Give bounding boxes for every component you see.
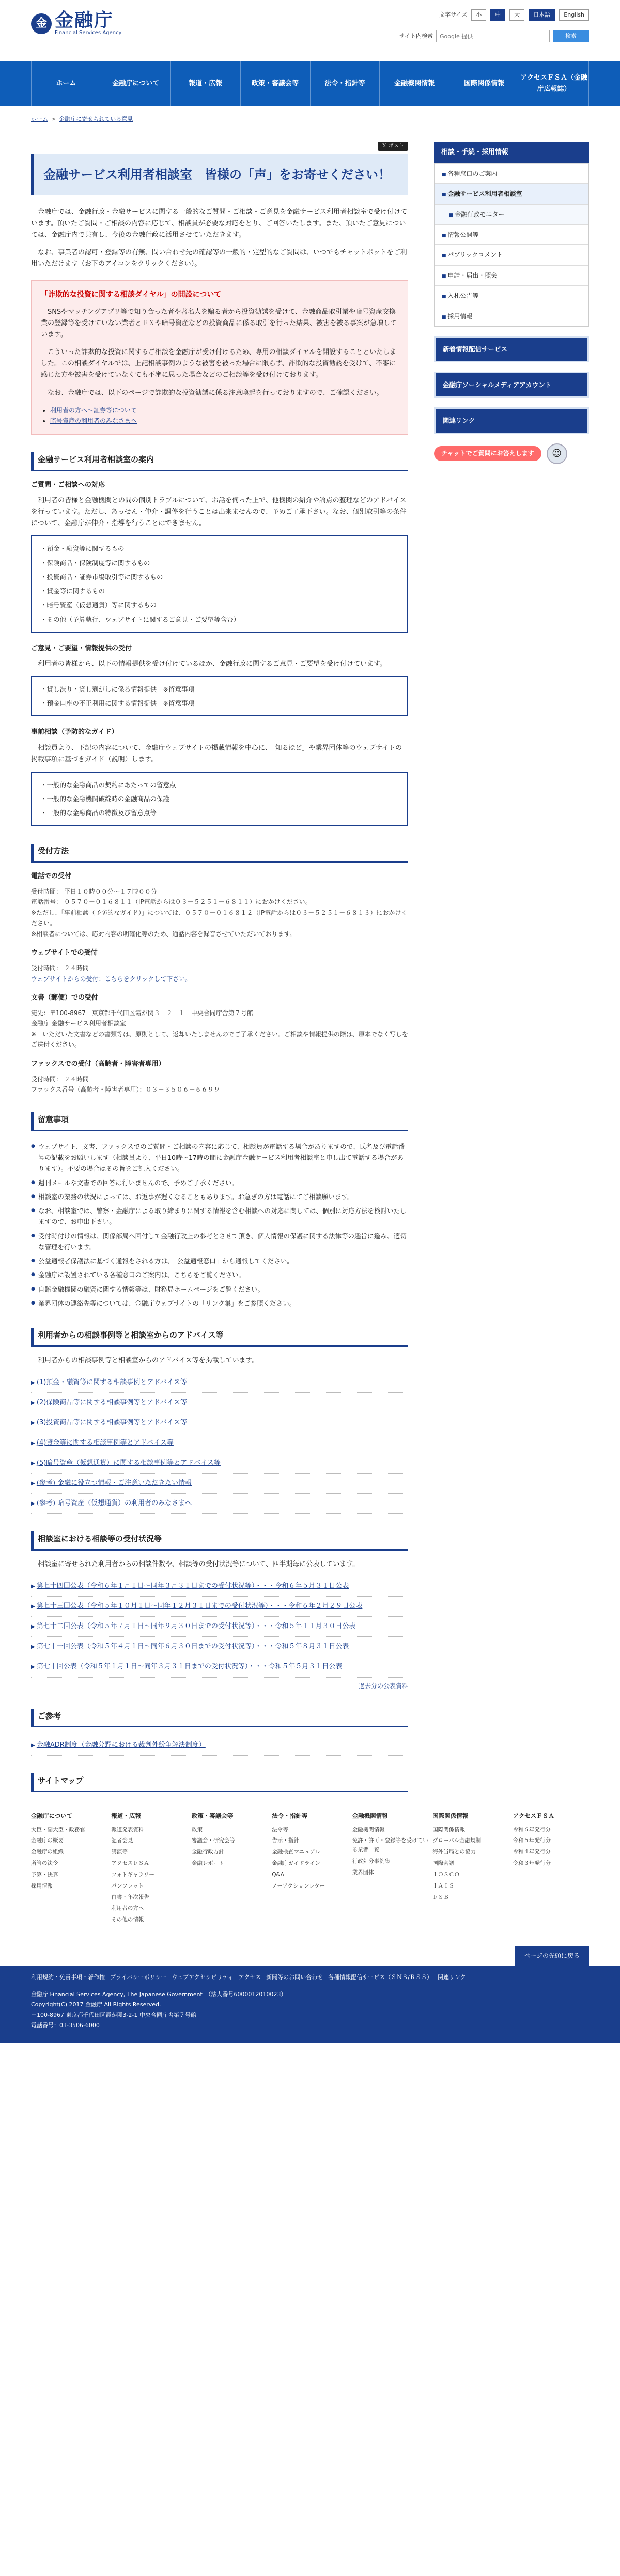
notes-list [31, 1140, 408, 1310]
site-footer [0, 1966, 620, 2043]
sitemap-column [111, 1811, 187, 1926]
breadcrumb [31, 106, 589, 125]
reference-link-list [31, 1736, 408, 1756]
sitemap-link[interactable]: ＩＯＳＣＯ [432, 1871, 460, 1878]
fraud-dial-text-2: こういった詐欺的な投資に関するご相談を金融庁が受け付けるため、専用の相談ダイヤルを開設することといたしました。この相談ダイヤルでは、上記相談事例のような被害を被った場合に限らず、詐欺的な投資勧誘を受けて、不審に感じた方や被害を受けていなくても不審に思った場合などのご相談等を受け付けております。 [41, 348, 397, 379]
phone-note-2: ※相談者については、応対内容の明確化等のため、通話内容を録音させていただいております。 [31, 930, 296, 938]
font-medium-button[interactable]: 中 [490, 9, 505, 21]
list-item: ・ 預金・融資等に関するもの [40, 542, 399, 556]
x-post-button[interactable]: Ｘ ポスト [378, 142, 408, 151]
lang-en-button[interactable]: English [559, 9, 589, 21]
fraud-dial-text-3: なお、金融庁では、以下のページで詐欺的な投資勧誘に係る注意喚起を行っておりますので、ご確認ください。 [48, 389, 383, 397]
list-item[interactable]: ● 自賠金融機関の融資に関する情報等は、財務局ホームページをご覧ください。 [31, 1282, 408, 1296]
sitemap-link[interactable]: 大臣・副大臣・政務官 [31, 1826, 85, 1833]
logo-name: 金融庁 [55, 10, 114, 31]
list-item: ● 受付時付けの情報は、関係部局へ回付して金融行政上の参考とさせて頂き、個人情報の保護に関する法律等の趣旨に鑑み、適切な管理を行います。 [31, 1229, 408, 1254]
mail-heading: 文書（郵便）での受付 [31, 993, 99, 1002]
list-item[interactable]: ● 公益通報者保護法に基づく通報をされる方は、「公益通報窓口」から通報してください。 [31, 1254, 408, 1268]
list-item: ・ 一般的な金融商品の契約にあたっての留意点 [40, 778, 399, 792]
sitemap-link[interactable]: 業界団体 [352, 1869, 374, 1876]
list-item: ・ 一般的な金融商品の特徴及び留意点等 [40, 806, 399, 820]
mail-recipient: 金融庁 金融サービス利用者相談室 [31, 1020, 126, 1028]
sidebar-item-public-comment[interactable]: ■ パブリックコメント [435, 244, 588, 265]
sitemap-link[interactable]: 予算・決算 [31, 1871, 58, 1878]
sitemap-link[interactable]: 政策 [191, 1826, 203, 1833]
fraud-link-crypto[interactable]: 暗号資産の利用者のみなさまへ [50, 417, 137, 424]
list-item: ● 週刊メールや文書での回答は行いませんので、予めご了承ください。 [31, 1176, 408, 1190]
footer-link[interactable]: 関連リンク [437, 1973, 466, 1981]
sitemap-link[interactable]: 行政処分事例集 [352, 1858, 391, 1865]
breadcrumb-home[interactable]: ホーム [31, 116, 48, 122]
sitemap-link[interactable]: 令和３年発行分 [513, 1860, 551, 1867]
mail-address: 宛先：〒100-8967 東京都千代田区霞が関３－２－１ 中央合同庁舎第７号館 [31, 1009, 253, 1017]
guide-heading: 事前相談（予防的なガイド） [31, 728, 118, 737]
list-item[interactable]: ・ 貸し渋り・貸し剥がしに係る情報提供 ※留意事項 [40, 682, 399, 696]
sitemap-link[interactable]: 利用者の方へ [111, 1905, 144, 1912]
sitemap-link[interactable]: 免許・許可・登録等を受けている業者一覧 [352, 1837, 428, 1853]
search-input[interactable] [436, 30, 550, 42]
section-guide-title: 金融サービス利用者相談室の案内 [31, 452, 408, 471]
cases-link[interactable]: (5)暗号資産（仮想通貨）に関する相談事例等とアドバイス等 [36, 1459, 221, 1467]
sitemap-link[interactable]: グローバル金融規制 [432, 1837, 482, 1844]
sitemap-link[interactable]: ノーアクションレター [272, 1882, 326, 1889]
section-reception-title: 受付方法 [31, 844, 408, 863]
web-form-link[interactable]: ウェブサイトからの受付：こちらをクリックして下さい。 [31, 975, 192, 983]
new-info-button[interactable]: 新着情報配信サービス [434, 336, 589, 362]
intro-paragraph-1: 金融庁では、金融行政・金融サービスに関する一般的なご質問・ご相談・ご意見を金融サービス利用者相談室で受け付けています。頂いたご質問・ご相談の内容に応じて、相談員が必要な対応をとり、ご回答いたします。また、頂いたご意見については、金融庁内で共有し、今後の金融行政に活用させていただきます。 [31, 208, 408, 239]
sitemap-heading[interactable]: 金融機関情報 [352, 1812, 388, 1819]
nav-press[interactable]: 報道・広報 [171, 61, 240, 106]
sitemap-link[interactable]: フォトギャラリー [111, 1871, 154, 1878]
sitemap-column [513, 1811, 589, 1926]
list-item: ・ その他（予算執行、ウェブサイトに関するご意見・ご要望等含む） [40, 612, 399, 626]
sitemap-heading[interactable]: 政策・審議会等 [191, 1812, 234, 1819]
fax-heading: ファックスでの受付（高齢者・障害者専用） [31, 1060, 165, 1068]
sidebar-item-monitor[interactable]: ■ 金融行政モニター [435, 204, 588, 224]
list-item: ・ 暗号資産（仮想通貨）等に関するもの [40, 598, 399, 612]
sitemap-link[interactable]: 令和４年発行分 [513, 1849, 551, 1856]
sitemap-link[interactable]: 所管の法令 [31, 1860, 58, 1867]
sitemap-link[interactable]: 報道発表資料 [111, 1826, 144, 1833]
page-top-area [31, 1946, 589, 1965]
status-archive-link[interactable]: 過去分の公表資料 [358, 1682, 408, 1690]
site-header [0, 0, 620, 61]
sidebar-item-consultation[interactable]: ■ 金融サービス利用者相談室 [435, 183, 588, 204]
sitemap-link[interactable]: 国際関係情報 [432, 1826, 466, 1833]
sitemap-link[interactable]: 採用情報 [31, 1882, 53, 1889]
sidebar-menu [434, 163, 589, 327]
footer-tel: 電話番号：03-3506-6000 [31, 2021, 100, 2029]
sitemap-link[interactable]: 令和６年発行分 [513, 1826, 551, 1833]
sitemap-link[interactable]: 金融機関情報 [352, 1826, 385, 1833]
sitemap-link[interactable]: 白書・年次報告 [111, 1894, 149, 1900]
fraud-link-securities[interactable]: 利用者の方へ～証券等について [50, 406, 137, 414]
main-content [31, 142, 408, 1801]
cases-link[interactable]: (2)保険商品等に関する相談事例等とアドバイス等 [36, 1398, 187, 1406]
status-intro: 相談室に寄せられた利用者からの相談件数や、相談等の受付状況等について、四半期毎に公表しています。 [38, 1560, 360, 1568]
sitemap-link[interactable]: 金融行政方針 [191, 1849, 224, 1856]
nav-international[interactable]: 国際関係情報 [449, 61, 519, 106]
status-link[interactable]: 第七十回公表（令和５年１月１日～同年３月３１日までの受付状況等）・・・令和５年５月３１日公表 [36, 1663, 343, 1671]
cases-link[interactable]: (1)預金・融資等に関する相談事例とアドバイス等 [36, 1378, 187, 1386]
sitemap-link[interactable]: 審議会・研究会等 [191, 1837, 235, 1844]
site-search [399, 30, 589, 42]
sitemap-link[interactable]: アクセスＦＳＡ [111, 1860, 149, 1867]
question-category-list [31, 535, 408, 633]
guide-list [31, 772, 408, 826]
section-cases-title: 利用者からの相談事例等と相談室からのアドバイス等 [31, 1328, 408, 1347]
sitemap-heading[interactable]: 法令・指針等 [272, 1812, 308, 1819]
sitemap-link[interactable]: パンフレット [111, 1882, 144, 1889]
section-notes-title: 留意事項 [31, 1112, 408, 1131]
list-item: ● ウェブサイト、文書、ファックスでのご質問・ご相談の内容に応じて、相談員が電話する場合がありますので、氏名及び電話番号の記載をお願いします（相談員より、平日10時～17時の間に金融庁金融サービス利用者相談室と申し出て電話する場合があります）。不要の場合はその旨をご記入ください。 [31, 1140, 408, 1176]
footer-link[interactable]: 各種情報配信サービス（ＳＮＳ/ＲＳＳ） [328, 1973, 432, 1981]
nav-about[interactable]: 金融庁について [101, 61, 171, 106]
sitemap-column [31, 1811, 107, 1926]
lang-ja-button[interactable]: 日本語 [529, 9, 555, 21]
sitemap-heading[interactable]: アクセスＦＳＡ [513, 1812, 554, 1819]
sitemap-link[interactable]: Q&A [272, 1871, 284, 1878]
cases-link[interactable]: (参考) 暗号資産（仮想通貨）の利用者のみなさまへ [36, 1499, 192, 1508]
status-link[interactable]: 第七十四回公表（令和６年１月１日～同年３月３１日までの受付状況等）・・・令和６年５月３１日公表 [36, 1582, 349, 1590]
chatbot-launcher[interactable] [434, 443, 589, 464]
status-link-list [31, 1576, 408, 1677]
sitemap-link[interactable]: 金融庁の組織 [31, 1849, 64, 1856]
adr-link[interactable]: 金融ADR制度（金融分野における裁判外紛争解決制度） [36, 1741, 206, 1750]
list-item[interactable]: ・ 預金口座の不正利用に関する情報提供 ※留意事項 [40, 696, 399, 710]
sitemap-link[interactable]: 法令等 [272, 1826, 288, 1833]
footer-links [31, 1973, 589, 1983]
nav-law[interactable]: 法令・指針等 [310, 61, 380, 106]
sitemap-link[interactable]: その他の情報 [111, 1916, 144, 1923]
sidebar-item-recruit[interactable]: ■ 採用情報 [435, 306, 588, 326]
search-button[interactable]: 検索 [553, 30, 589, 42]
sitemap-link[interactable]: 金融レポート [191, 1860, 224, 1867]
sitemap-heading[interactable]: 国際関係情報 [432, 1812, 469, 1819]
sidebar-item-disclosure[interactable]: ■ 情報公開等 [435, 224, 588, 244]
breadcrumb-current[interactable]: 金融庁に寄せられている意見 [59, 116, 133, 122]
sitemap-heading[interactable]: 報道・広報 [111, 1812, 141, 1819]
search-label: サイト内検索 [399, 32, 433, 39]
list-item: ・ 保険商品・保険制度等に関するもの [40, 556, 399, 570]
footer-address: 〒100-8967 東京都千代田区霞が関3-2-1 中央合同庁舎第７号館 [31, 2011, 196, 2018]
sitemap-link[interactable]: ＦＳＢ [432, 1894, 449, 1900]
font-size-label: 文字サイズ [439, 11, 468, 18]
sitemap-title: サイトマップ [31, 1773, 408, 1792]
sitemap-column [432, 1811, 508, 1926]
utility-bar [439, 9, 589, 21]
guide-text: 相談員より、下記の内容について、金融庁ウェブサイトの掲載情報を中心に、「知るほど」や業界団体等のウェブサイトの掲載事項に基づきガイド（説明）します。 [31, 744, 402, 763]
page-title: 金融サービス利用者相談室 皆様の「声」をお寄せください！ [31, 154, 408, 195]
fax-hours: 受付時間： ２４時間 [31, 1075, 89, 1083]
section-status-title: 相談室における相談等の受付状況等 [31, 1531, 408, 1551]
footer-link[interactable]: プライバシーポリシー [110, 1973, 167, 1981]
list-item: ・ 一般的な金融機関破綻時の金融商品の保護 [40, 792, 399, 806]
opinion-heading: ご意見・ご要望・情報提供の受付 [31, 644, 132, 652]
sidebar-heading[interactable]: 相談・手続・採用情報 [434, 142, 589, 163]
phone-heading: 電話での受付 [31, 872, 72, 880]
sitemap-link[interactable]: 記者会見 [111, 1837, 133, 1844]
list-item[interactable]: ● 金融庁に設置されている各種窓口のご案内は、こちらをご覧ください。 [31, 1268, 408, 1282]
sitemap-column [352, 1811, 428, 1926]
fraud-dial-title: 「詐欺的な投資に関する相談ダイヤル」の開設について [41, 290, 222, 299]
sitemap-link[interactable]: 講演等 [111, 1849, 128, 1856]
sidebar-item-windows[interactable]: ■ 各種窓口のご案内 [435, 163, 588, 183]
nav-access-fsa[interactable]: アクセスＦＳＡ（金融庁広報誌） [519, 61, 589, 106]
footer-link[interactable]: 新聞等のお問い合わせ [266, 1973, 323, 1981]
sitemap-link[interactable]: 海外当局との協力 [432, 1849, 476, 1856]
status-link[interactable]: 第七十三回公表（令和５年１０月１日～同年１２月３１日までの受付状況等）・・・令和６年２月２９日公表 [36, 1602, 363, 1611]
related-links-button[interactable]: 関連リンク [434, 407, 589, 434]
sitemap-link[interactable]: 告示・指針 [272, 1837, 299, 1844]
sitemap-link[interactable]: ＩＡＩＳ [432, 1882, 455, 1889]
fax-number: ファックス番号（高齢者・障害者専用）：０３－３５０６－６６９９ [31, 1086, 220, 1094]
sitemap-link[interactable]: 金融庁ガイドライン [272, 1860, 321, 1867]
web-hours: 受付時間： ２４時間 [31, 964, 89, 972]
phone-note-1: ※ただし、「事前相談（予防的なガイド）」については、０５７０－０１６８１２（IP電話からは０３－５２５１－６８１３）におかけください。 [31, 909, 408, 927]
mail-note: ※ いただいた文書などの書類等は、原則として、返却いたしませんのでご了承ください。ご相談や情報提供の際は、原本でなく写しをご送付ください。 [31, 1030, 408, 1049]
logo-sub: Financial Services Agency [55, 30, 122, 36]
nav-home[interactable]: ホーム [31, 61, 101, 106]
sitemap-link[interactable]: 令和５年発行分 [513, 1837, 551, 1844]
logo-mark: 金 [31, 13, 52, 34]
global-nav [0, 61, 620, 106]
fraud-dial-notice [31, 280, 408, 435]
question-heading: ご質問・ご相談への対応 [31, 481, 105, 489]
list-item: ● なお、相談室では、警察・金融庁による取り締まりに関する情報を含む相談への対応に関しては、個別に対応方法を検討いたしますので、お申出下さい。 [31, 1204, 408, 1229]
cases-link[interactable]: (3)投資商品等に関する相談事例等とアドバイス等 [36, 1418, 187, 1427]
cases-link[interactable]: (参考) 金融に役立つ情報・ご注意いただきたい情報 [36, 1479, 192, 1488]
social-media-button[interactable]: 金融庁ソーシャルメディアアカウント [434, 372, 589, 398]
chatbot-bubble[interactable]: チャットでご質問にお答えします [434, 446, 541, 461]
font-large-button[interactable]: 大 [509, 9, 524, 21]
sidebar-item-tender[interactable]: ■ 入札公告等 [435, 285, 588, 305]
status-link[interactable]: 第七十二回公表（令和５年７月１日～同年９月３０日までの受付状況等）・・・令和５年１１月３０日公表 [36, 1622, 356, 1631]
list-item: ・ 投資商品・証券市場取引等に関するもの [40, 570, 399, 584]
cases-link[interactable]: (4)貸金等に関する相談事例等とアドバイス等 [36, 1439, 174, 1447]
web-heading: ウェブサイトでの受付 [31, 949, 98, 957]
opinion-text: 利用者の皆様から、以下の情報提供を受け付けているほか、金融行政に関するご意見・ご要望を受け付けています。 [38, 660, 386, 668]
site-logo[interactable] [31, 11, 121, 36]
cases-link-list [31, 1373, 408, 1514]
robot-icon[interactable]: ☺ [547, 443, 567, 464]
fraud-dial-text-1: SNSやマッチングアプリ等で知り合った者や著名人を騙る者から投資勧誘を受けて、金融商品取引業や暗号資産交換業の登録等を受けていない業者とＦＸや暗号資産などの投資商品に係る取引を行った結果、被害を被る事案が急増しています。 [41, 308, 397, 339]
sitemap-link[interactable]: 国際会議 [432, 1860, 455, 1867]
status-link[interactable]: 第七十一回公表（令和５年４月１日～同年６月３０日までの受付状況等）・・・令和５年８月３１日公表 [36, 1643, 349, 1651]
list-item: ● 相談室の業務の状況によっては、お返事が遅くなることもあります。お急ぎの方は電話にてご相談願います。 [31, 1190, 408, 1204]
sidebar-item-application[interactable]: ■ 申請・届出・照会 [435, 265, 588, 285]
sitemap-link[interactable]: 金融検査マニュアル [272, 1849, 321, 1856]
footer-copyright: Copyright(C) 2017 金融庁 All Rights Reserved. [31, 2001, 161, 2008]
breadcrumb-sep: > [51, 116, 56, 122]
phone-hours: 受付時間： 平日１０時００分～１７時００分 [31, 888, 157, 896]
nav-institutions[interactable]: 金融機関情報 [379, 61, 449, 106]
page-top-button[interactable]: ページの先頭に戻る [515, 1946, 589, 1965]
list-item[interactable]: ● 業界団体の連絡先等については、金融庁ウェブサイトの「リンク集」をご参照ください。 [31, 1296, 408, 1310]
question-text: 利用者の皆様と金融機関との間の個別トラブルについて、お話を伺った上で、他機関の紹介や論点の整理などのアドバイスを行っています。ただし、あっせん・仲介・調停を行うことは出来ませんので、予めご了承下さい。なお、個別取引等の条件について、金融庁が仲介・指導を行うことはできません。 [31, 496, 407, 528]
cases-intro: 利用者からの相談事例等と相談室からのアドバイス等を掲載しています。 [38, 1356, 259, 1364]
nav-policy[interactable]: 政策・審議会等 [240, 61, 310, 106]
sitemap-heading[interactable]: 金融庁について [31, 1812, 73, 1819]
intro-paragraph-2: なお、事業者の認可・登録等の有無、問い合わせ先の確認等の一般的・定型的なご質問は、いつでもチャットボットをご利用いただけます（お下のアイコンをクリックください）。 [31, 248, 407, 268]
list-item: ・ 貸金等に関するもの [40, 584, 399, 598]
phone-number: 電話番号： ０５７０－０１６８１１（IP電話からは０３－５２５１－６８１１）におかけください。 [31, 898, 312, 906]
sitemap-column [272, 1811, 348, 1926]
font-small-button[interactable]: 小 [471, 9, 486, 21]
footer-link[interactable]: ウェブアクセシビリティ [172, 1973, 234, 1981]
opinion-list [31, 676, 408, 717]
footer-link[interactable]: 利用規約・免責事項・著作権 [31, 1973, 105, 1981]
footer-link[interactable]: アクセス [238, 1973, 261, 1981]
sitemap-column [192, 1811, 268, 1926]
sitemap-link[interactable]: 金融庁の概要 [31, 1837, 64, 1844]
footer-org: 金融庁 Financial Services Agency, The Japanese Government （法人番号6000012010023） [31, 1991, 287, 1998]
sidebar [434, 142, 589, 1801]
section-reference-title: ご参考 [31, 1709, 408, 1728]
sitemap [31, 1811, 589, 1926]
